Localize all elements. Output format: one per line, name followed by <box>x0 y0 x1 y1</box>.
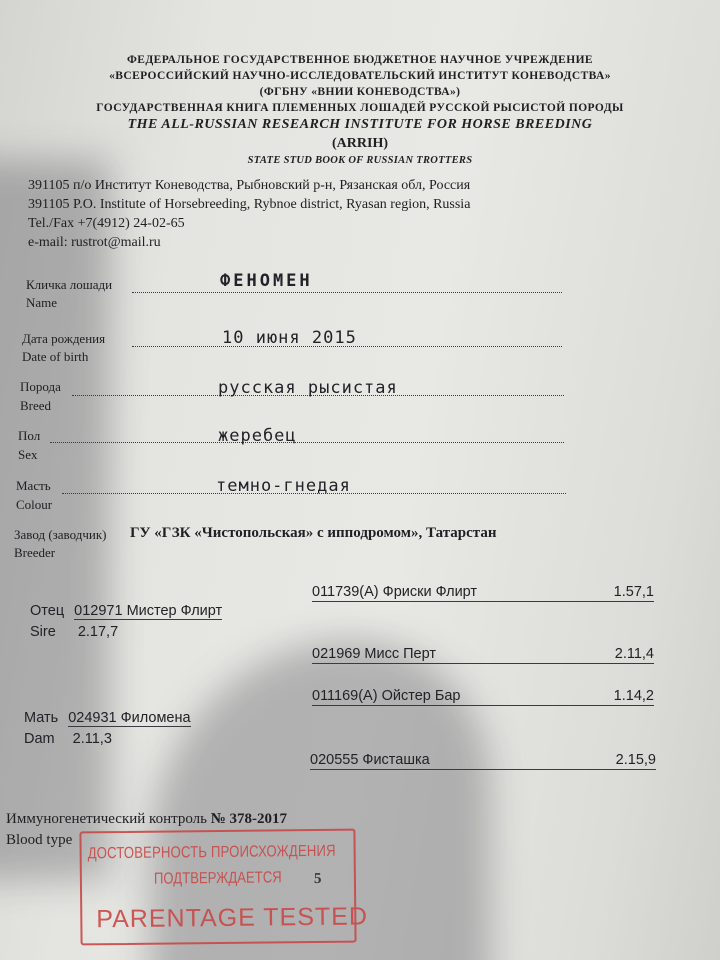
stamp-number: 5 <box>313 870 322 887</box>
sire-label-en: Sire <box>30 624 56 640</box>
blood-type-label: Blood type <box>6 832 73 848</box>
colour-label-en: Colour <box>16 497 53 512</box>
breed-label-ru: Порода <box>20 379 61 394</box>
pedigree-dam-sire <box>312 688 654 706</box>
dam-name: 024931 Филомена <box>68 710 191 726</box>
phone: Tel./Fax +7(4912) 24-02-65 <box>28 216 185 231</box>
dam-label-en-row <box>24 731 112 747</box>
breed-label-en: Breed <box>20 398 52 413</box>
pedigree-dam-dam <box>310 752 656 770</box>
sire-label: Отец <box>30 603 65 619</box>
header-line-2: «ВСЕРОССИЙСКИЙ НАУЧНО-ИССЛЕДОВАТЕЛЬСКИЙ ИНСТИТУТ КОНЕВОДСТВА» <box>109 70 611 82</box>
email: e-mail: rustrot@mail.ru <box>28 235 161 250</box>
dam-block <box>24 710 191 726</box>
dob-value: 10 июня 2015 <box>222 328 357 348</box>
breeder-label-ru: Завод (заводчик) <box>14 527 107 542</box>
sex-label-en: Sex <box>18 447 38 462</box>
stamp-line-2: ПОДТВЕРЖДАЕТСЯ <box>153 869 282 888</box>
address-en: 391105 P.O. Institute of Horsebreeding, Rybnoe district, Ryasan region, Russia <box>28 197 471 212</box>
colour-label-ru: Масть <box>16 478 51 493</box>
breeder-value: ГУ «ГЗК «Чистопольская» с ипподромом», Татарстан <box>130 525 497 541</box>
header-line-4: ГОСУДАРСТВЕННАЯ КНИГА ПЛЕМЕННЫХ ЛОШАДЕЙ РУССКОЙ РЫСИСТОЙ ПОРОДЫ <box>96 102 624 114</box>
name-value: ФЕНОМЕН <box>220 271 313 291</box>
sire-dam-name: 021969 Мисс Перт <box>312 646 436 662</box>
name-dotted-line <box>132 292 562 293</box>
dam-sire-name: 011169(А) Ойстер Бар <box>312 688 461 704</box>
dam-dam-time: 2.15,9 <box>615 752 656 768</box>
immunogenetic-label: Иммуногенетический контроль <box>6 811 207 827</box>
sire-block <box>30 603 222 619</box>
header-line-5: THE ALL-RUSSIAN RESEARCH INSTITUTE FOR HORSE BREEDING <box>127 117 593 132</box>
immunogenetic-control <box>6 811 287 828</box>
sex-value: жеребец <box>218 426 297 446</box>
sire-dam-time: 2.11,4 <box>614 646 654 662</box>
stamp-line-1: ДОСТОВЕРНОСТЬ ПРОИСХОЖДЕНИЯ <box>87 842 336 863</box>
dam-sire-time: 1.14,2 <box>613 688 654 704</box>
dam-label-en: Dam <box>24 731 55 747</box>
dob-label-ru: Дата рождения <box>22 331 106 346</box>
pedigree-sire-sire <box>312 584 654 602</box>
colour-value: темно-гнедая <box>216 476 351 496</box>
sex-label-ru: Пол <box>18 428 41 443</box>
header-line-3: (ФГБНУ «ВНИИ КОНЕВОДСТВА») <box>259 86 461 98</box>
sire-label-en-row <box>30 624 118 640</box>
name-label-ru: Кличка лошади <box>26 277 113 292</box>
sire-sire-name: 011739(А) Фриски Флирт <box>312 584 478 600</box>
address-ru: 391105 п/о Институт Коневодства, Рыбновский р-н, Рязанская обл, Россия <box>28 178 471 193</box>
sire-sire-time: 1.57,1 <box>613 584 654 600</box>
sire-time: 2.17,7 <box>77 624 119 640</box>
breed-value: русская рысистая <box>218 378 398 398</box>
header-line-6: (ARRIH) <box>332 136 388 151</box>
parentage-stamp <box>79 829 369 946</box>
breeder-label-en: Breeder <box>14 545 56 560</box>
dob-label-en: Date of birth <box>22 349 89 364</box>
stamp-line-3: PARENTAGE TESTED <box>96 902 369 934</box>
sex-dotted-line <box>50 442 564 443</box>
dam-time: 2.11,3 <box>72 731 112 747</box>
header-line-1: ФЕДЕРАЛЬНОЕ ГОСУДАРСТВЕННОЕ БЮДЖЕТНОЕ НАУЧНОЕ УЧРЕЖДЕНИЕ <box>126 54 593 66</box>
dam-dam-name: 020555 Фисташка <box>310 752 430 768</box>
dam-label: Мать <box>24 710 59 726</box>
hand-shadow <box>0 160 113 880</box>
immunogenetic-number: № 378-2017 <box>210 811 288 827</box>
name-label-en: Name <box>26 295 58 310</box>
sire-name: 012971 Мистер Флирт <box>74 603 223 619</box>
header-line-7: STATE STUD BOOK OF RUSSIAN TROTTERS <box>247 155 473 166</box>
pedigree-sire-dam <box>312 646 654 664</box>
